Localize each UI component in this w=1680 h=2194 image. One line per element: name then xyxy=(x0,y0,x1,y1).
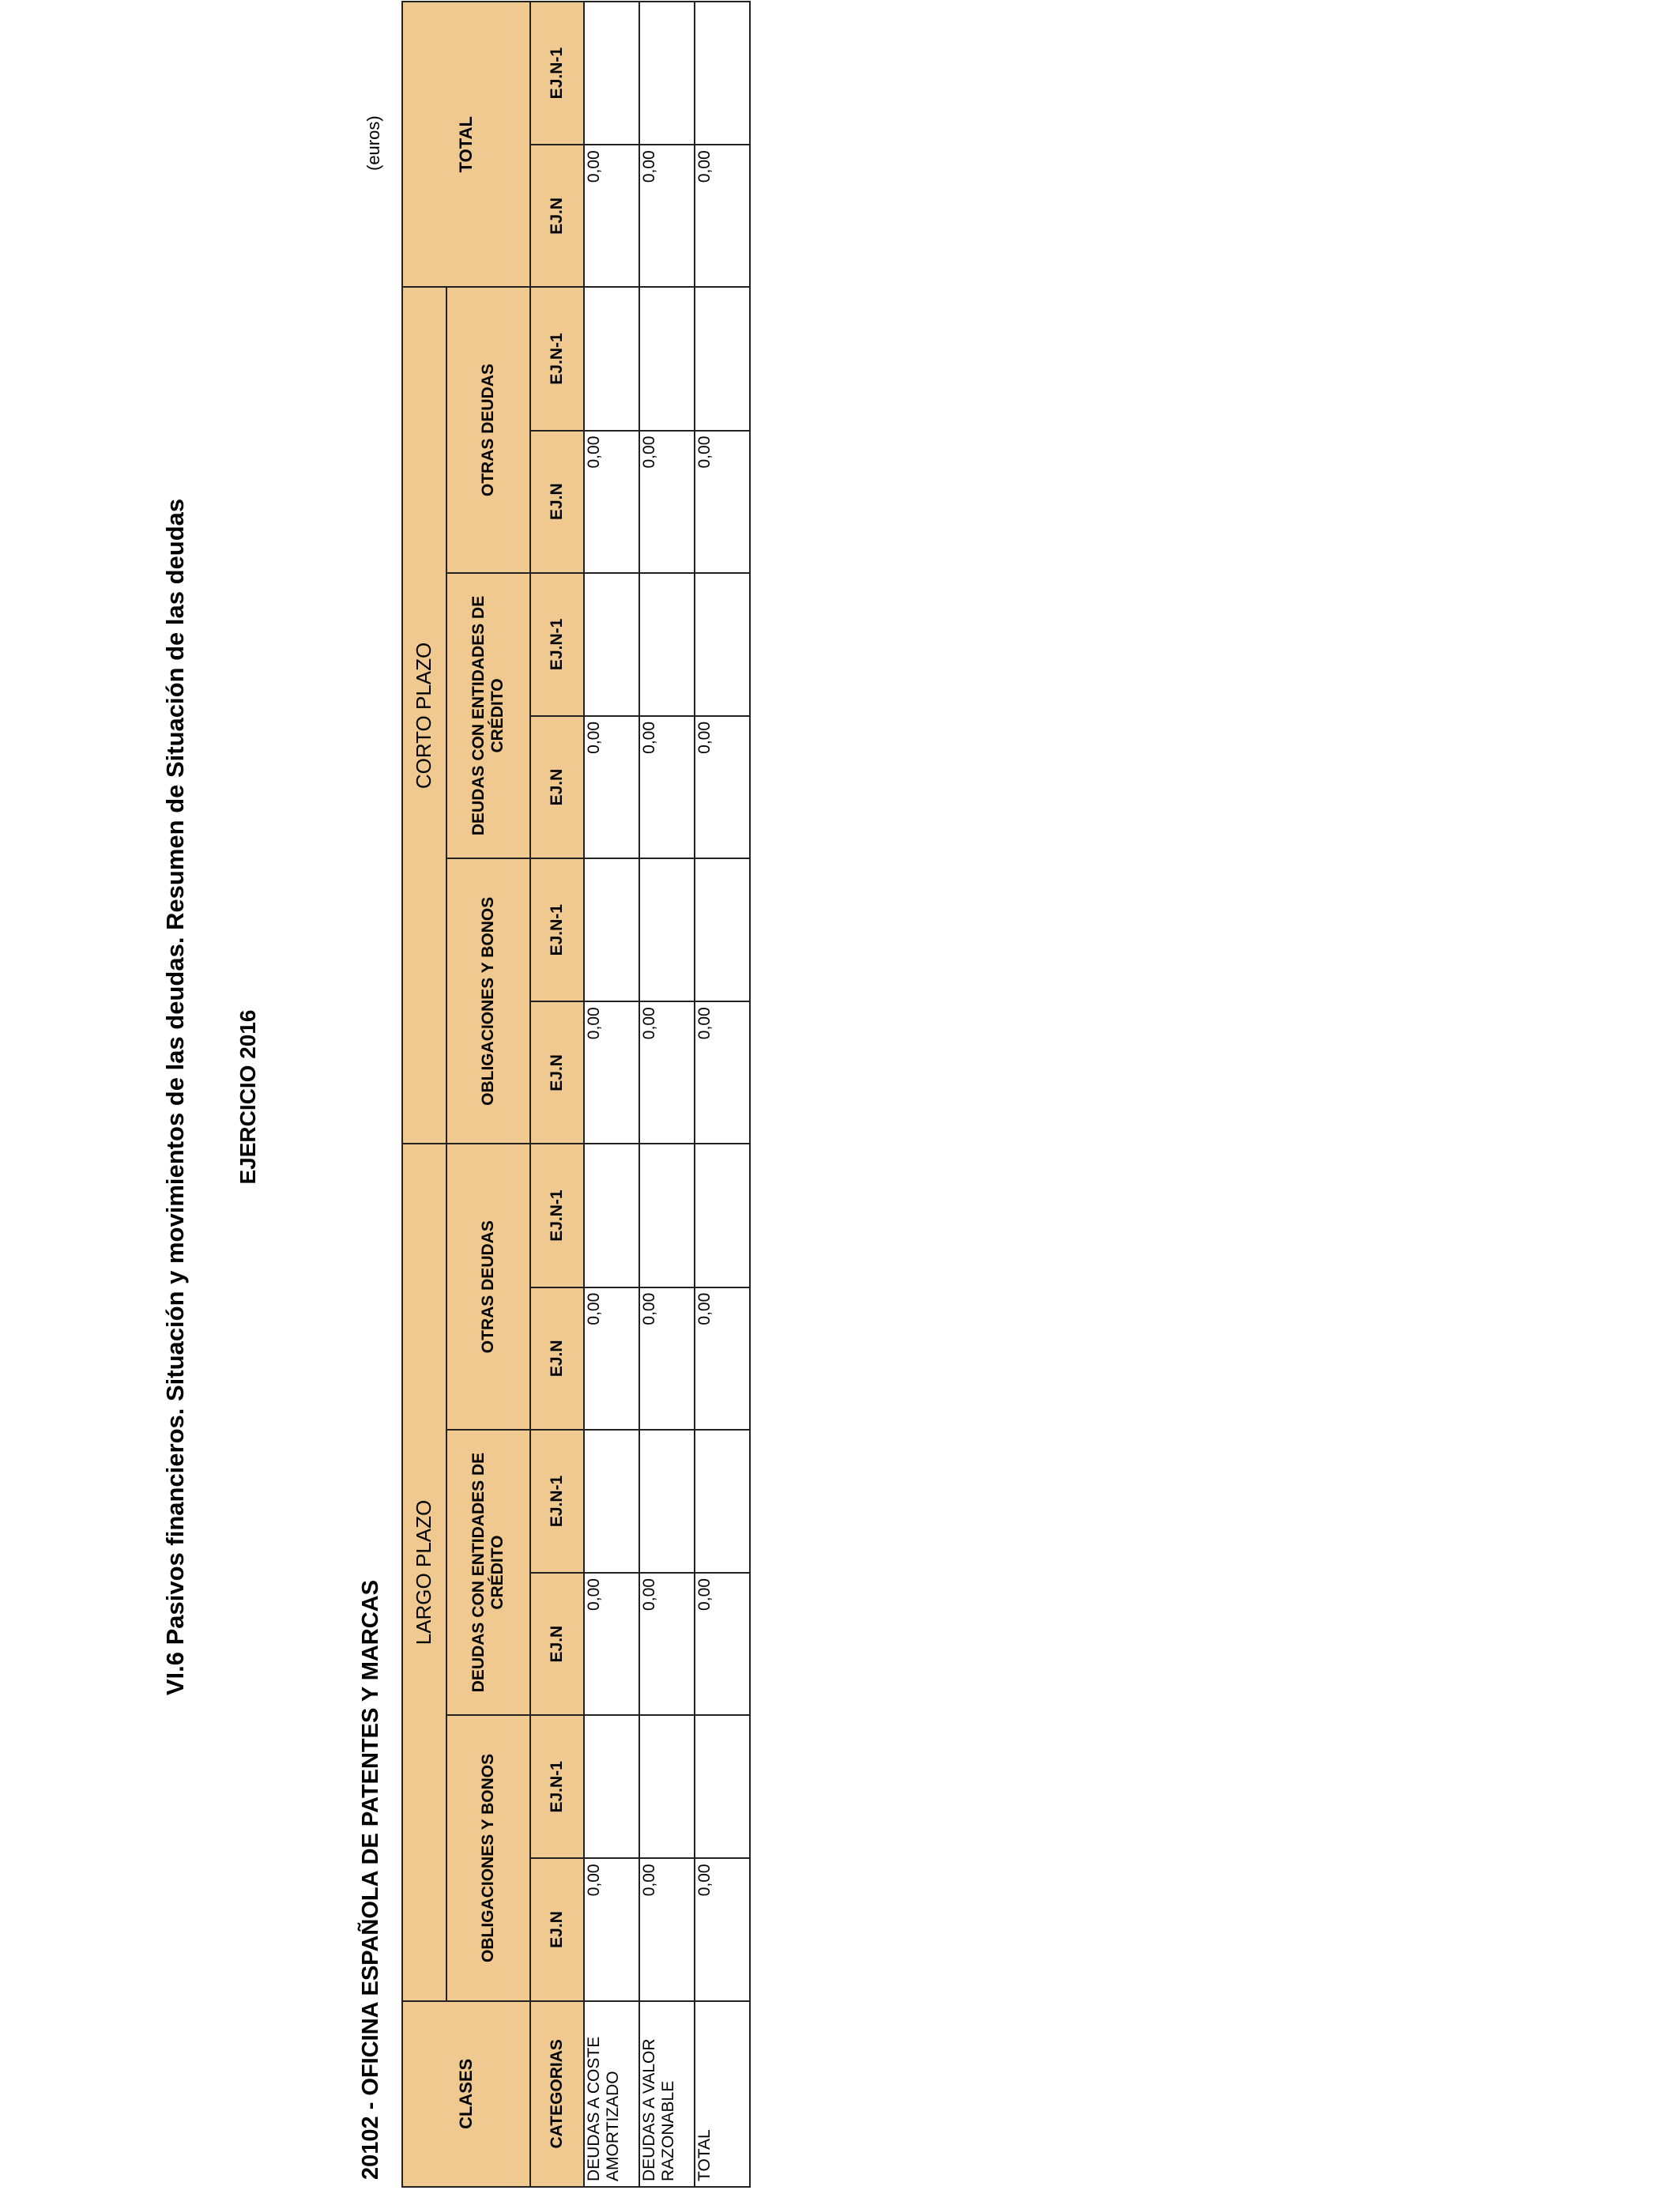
value-cell xyxy=(639,1144,695,1287)
value-cell xyxy=(584,2,639,145)
entity-name: 20102 - OFICINA ESPAÑOLA DE PATENTES Y MARCAS xyxy=(358,1580,383,2180)
value-cell: 0,00 xyxy=(695,1858,750,2000)
table-row xyxy=(639,2,695,2187)
clases-header: CLASES xyxy=(402,2001,530,2187)
value-cell: 0,00 xyxy=(639,1287,695,1430)
ej-n1-header: EJ.N-1 xyxy=(530,287,584,430)
categorias-header: CATEGORIAS xyxy=(530,2001,584,2187)
value-cell xyxy=(584,1715,639,1858)
value-cell xyxy=(695,2,750,145)
lp-entidades-header: DEUDAS CON ENTIDADES DE CRÉDITO xyxy=(446,1430,530,1715)
value-cell xyxy=(584,1430,639,1573)
header-row-ejercicio xyxy=(530,2,584,2187)
largo-plazo-header: LARGO PLAZO xyxy=(402,1144,446,2000)
value-cell xyxy=(584,858,639,1001)
value-cell xyxy=(584,287,639,430)
value-cell xyxy=(639,1430,695,1573)
value-cell: 0,00 xyxy=(695,716,750,858)
value-cell: 0,00 xyxy=(639,716,695,858)
ej-n1-header: EJ.N-1 xyxy=(530,1715,584,1858)
header-row-groups xyxy=(402,2,446,2187)
header-row-subgroups xyxy=(446,2,530,2187)
value-cell xyxy=(695,287,750,430)
value-cell xyxy=(639,2,695,145)
value-cell: 0,00 xyxy=(584,1001,639,1144)
value-cell: 0,00 xyxy=(639,1001,695,1144)
ej-n-header: EJ.N xyxy=(530,716,584,858)
total-header: TOTAL xyxy=(402,2,530,287)
value-cell: 0,00 xyxy=(695,1001,750,1144)
value-cell xyxy=(695,1715,750,1858)
value-cell: 0,00 xyxy=(584,145,639,287)
ej-n1-header: EJ.N-1 xyxy=(530,1144,584,1287)
cp-obligaciones-header: OBLIGACIONES Y BONOS xyxy=(446,858,530,1144)
ej-n-header: EJ.N xyxy=(530,1573,584,1715)
value-cell: 0,00 xyxy=(639,1573,695,1715)
value-cell: 0,00 xyxy=(695,1287,750,1430)
value-cell: 0,00 xyxy=(639,431,695,573)
value-cell: 0,00 xyxy=(695,1573,750,1715)
row-label: TOTAL xyxy=(695,2001,750,2187)
units-label: (euros) xyxy=(363,115,383,171)
ej-n-header: EJ.N xyxy=(530,1287,584,1430)
ej-n-header: EJ.N xyxy=(530,145,584,287)
value-cell xyxy=(639,573,695,716)
value-cell: 0,00 xyxy=(639,145,695,287)
debts-summary-table xyxy=(401,1,751,2188)
row-label: DEUDAS A COSTE AMORTIZADO xyxy=(584,2001,639,2187)
value-cell: 0,00 xyxy=(695,145,750,287)
ej-n-header: EJ.N xyxy=(530,1001,584,1144)
value-cell xyxy=(695,858,750,1001)
value-cell: 0,00 xyxy=(584,431,639,573)
value-cell xyxy=(584,573,639,716)
value-cell xyxy=(639,287,695,430)
ej-n1-header: EJ.N-1 xyxy=(530,858,584,1001)
ej-n-header: EJ.N xyxy=(530,1858,584,2000)
value-cell: 0,00 xyxy=(695,431,750,573)
report-title: VI.6 Pasivos financieros. Situación y movimientos de las deudas. Resumen de Situación de las deudas xyxy=(161,498,189,1696)
ej-n1-header: EJ.N-1 xyxy=(530,573,584,716)
value-cell xyxy=(639,858,695,1001)
lp-obligaciones-header: OBLIGACIONES Y BONOS xyxy=(446,1715,530,2000)
cp-entidades-header: DEUDAS CON ENTIDADES DE CRÉDITO xyxy=(446,573,530,858)
ej-n-header: EJ.N xyxy=(530,431,584,573)
ej-n1-header: EJ.N-1 xyxy=(530,2,584,145)
table-row xyxy=(584,2,639,2187)
value-cell xyxy=(695,573,750,716)
value-cell xyxy=(695,1430,750,1573)
value-cell xyxy=(584,1144,639,1287)
table-row-total xyxy=(695,2,750,2187)
ej-n1-header: EJ.N-1 xyxy=(530,1430,584,1573)
value-cell: 0,00 xyxy=(584,1573,639,1715)
value-cell xyxy=(639,1715,695,1858)
value-cell xyxy=(695,1144,750,1287)
value-cell: 0,00 xyxy=(639,1858,695,2000)
cp-otras-header: OTRAS DEUDAS xyxy=(446,287,530,572)
report-subtitle: EJERCICIO 2016 xyxy=(235,1009,260,1185)
corto-plazo-header: CORTO PLAZO xyxy=(402,287,446,1144)
row-label: DEUDAS A VALOR RAZONABLE xyxy=(639,2001,695,2187)
value-cell: 0,00 xyxy=(584,1858,639,2000)
value-cell: 0,00 xyxy=(584,1287,639,1430)
value-cell: 0,00 xyxy=(584,716,639,858)
lp-otras-header: OTRAS DEUDAS xyxy=(446,1144,530,1429)
